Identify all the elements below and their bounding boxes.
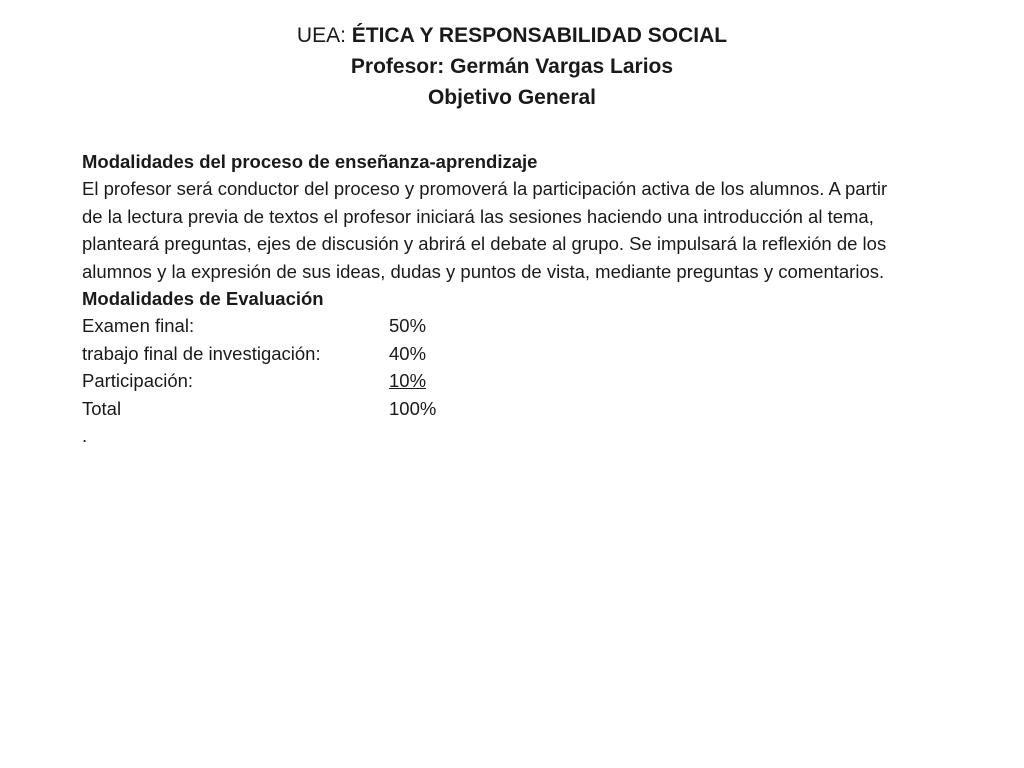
evaluation-total-row — [82, 395, 436, 422]
evaluation-total-label: Total — [82, 397, 122, 419]
evaluation-label: trabajo final de investigación: — [82, 342, 321, 364]
teaching-section-title: Modalidades del proceso de enseñanza-aprendizaje — [82, 151, 538, 172]
evaluation-value: 10% — [389, 370, 427, 392]
uea-prefix: UEA: — [296, 24, 352, 47]
evaluation-row — [82, 312, 436, 339]
evaluation-section-title: Modalidades de Evaluación — [82, 288, 324, 310]
evaluation-row — [82, 367, 436, 394]
evaluation-table — [82, 312, 436, 422]
evaluation-total-value: 100% — [389, 397, 437, 419]
evaluation-value: 40% — [389, 342, 427, 364]
slide-body — [82, 148, 912, 449]
course-title-line — [0, 20, 1024, 51]
evaluation-label: Examen final: — [82, 315, 195, 337]
trailing-dot: . — [82, 425, 88, 447]
professor-name: Profesor: Germán Vargas Larios — [350, 55, 674, 78]
evaluation-row — [82, 340, 436, 367]
objective-heading: Objetivo General — [427, 86, 597, 109]
slide-header — [0, 20, 1024, 113]
teaching-paragraph: El profesor será conductor del proceso y promoverá la participación activa de los alumnos. A partir de la lectura previa de textos el profesor iniciará las sesiones haciendo una introducción al tema, planteará preguntas, ejes de discusión y abrirá el debate al grupo. Se impulsará la reflexión de los alumnos y la expresión de sus ideas, dudas y puntos de vista, mediante preguntas y comentarios. — [82, 178, 888, 282]
evaluation-label: Participación: — [82, 370, 194, 392]
evaluation-value: 50% — [389, 315, 427, 337]
course-name: ÉTICA Y RESPONSABILIDAD SOCIAL — [351, 24, 728, 47]
